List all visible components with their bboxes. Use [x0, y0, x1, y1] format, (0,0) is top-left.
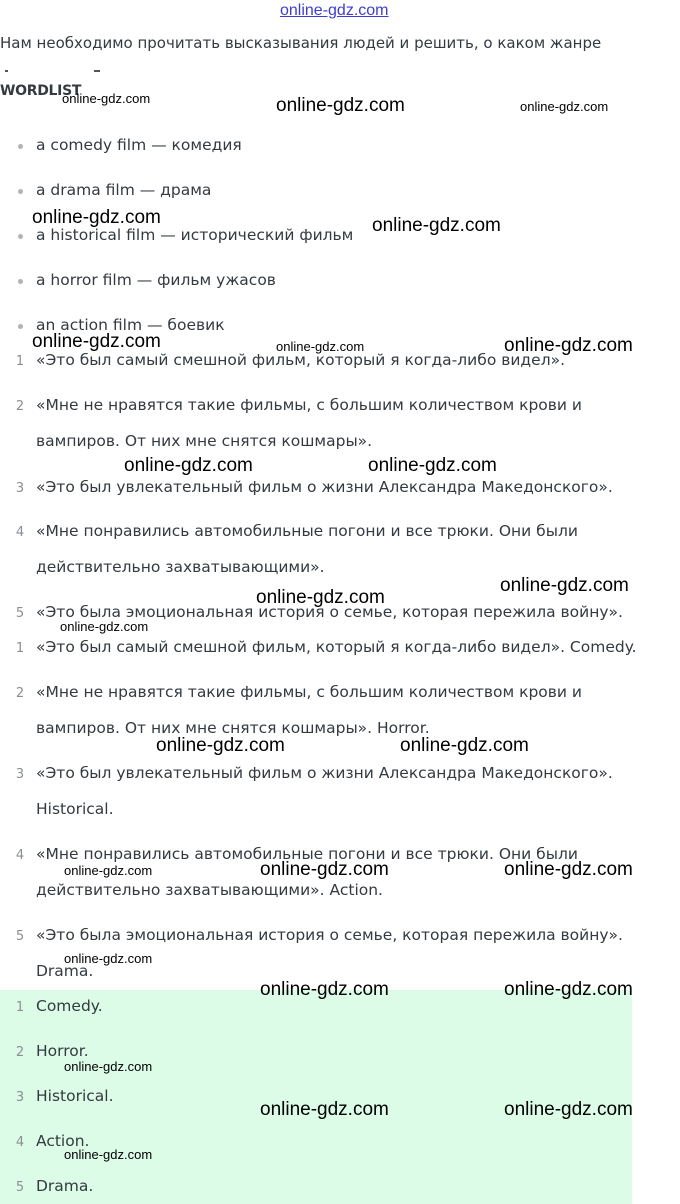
- quote-text: действительно захватывающими».: [36, 558, 325, 576]
- watermark: online-gdz.com: [62, 91, 151, 106]
- watermark: online-gdz.com: [260, 1099, 389, 1120]
- watermark: online-gdz.com: [256, 587, 385, 608]
- list-number: 1: [15, 641, 25, 656]
- list-number: 5: [15, 606, 25, 621]
- bullet-icon: [18, 324, 23, 329]
- watermark: online-gdz.com: [504, 859, 633, 880]
- list-number: 2: [15, 686, 25, 701]
- watermark: online-gdz.com: [64, 863, 153, 878]
- watermark: online-gdz.com: [260, 979, 389, 1000]
- watermark: online-gdz.com: [64, 951, 153, 966]
- bullet-icon: [18, 144, 23, 149]
- list-number: 2: [15, 1045, 25, 1060]
- watermark: online-gdz.com: [276, 95, 405, 116]
- watermark: online-gdz.com: [64, 1147, 153, 1162]
- watermark: online-gdz.com: [500, 575, 629, 596]
- answer-text: «Это была эмоциональная история о семье, которая пережила войну».: [36, 926, 623, 944]
- list-number: 3: [15, 481, 25, 496]
- quote-text: «Мне не нравятся такие фильмы, с большим количеством крови и: [36, 396, 582, 414]
- list-number: 2: [15, 399, 25, 414]
- list-number: 3: [15, 1090, 25, 1105]
- answer-genre: Horror.: [36, 1042, 89, 1060]
- watermark: online-gdz.com: [372, 215, 501, 236]
- answer-text: Historical.: [36, 800, 114, 818]
- answer-text: действительно захватывающими». Action.: [36, 881, 383, 899]
- list-number: 5: [15, 929, 25, 944]
- answer-genre: Drama.: [36, 1177, 94, 1195]
- answer-genre: Historical.: [36, 1087, 114, 1105]
- watermark: online-gdz.com: [32, 331, 161, 352]
- answer-text: «Это был увлекательный фильм о жизни Александра Македонского».: [36, 764, 613, 782]
- wordlist-item: a drama film — драма: [36, 181, 212, 199]
- list-number: 4: [15, 848, 25, 863]
- quote-text: «Мне понравились автомобильные погони и все трюки. Они были: [36, 522, 578, 540]
- list-number: 3: [15, 767, 25, 782]
- quote-text: вампиров. От них мне снятся кошмары».: [36, 432, 373, 450]
- wordlist-item: a horror film — фильм ужасов: [36, 271, 276, 289]
- answer-text: вампиров. От них мне снятся кошмары». Horror.: [36, 719, 430, 737]
- wordlist-item: a comedy film — комедия: [36, 136, 242, 154]
- bullet-icon: [18, 279, 23, 284]
- bullet-icon: [18, 189, 23, 194]
- watermark: online-gdz.com: [156, 735, 285, 756]
- watermark: online-gdz.com: [124, 455, 253, 476]
- quote-text: «Это был увлекательный фильм о жизни Александра Македонского».: [36, 478, 613, 496]
- site-link[interactable]: online-gdz.com: [280, 2, 389, 19]
- watermark: online-gdz.com: [520, 99, 609, 114]
- watermark: online-gdz.com: [368, 455, 497, 476]
- answer-text: «Мне не нравятся такие фильмы, с большим количеством крови и: [36, 683, 582, 701]
- cut-text-fragment: [5, 70, 8, 72]
- intro-text: Нам необходимо прочитать высказывания людей и решить, о каком жанре: [0, 34, 602, 52]
- watermark: online-gdz.com: [64, 1059, 153, 1074]
- list-number: 1: [15, 354, 25, 369]
- watermark: online-gdz.com: [400, 735, 529, 756]
- answer-text: «Это был самый смешной фильм, который я когда-либо видел». Comedy.: [36, 638, 637, 656]
- wordlist-item: a historical film — исторический фильм: [36, 226, 354, 244]
- list-number: 4: [15, 1135, 25, 1150]
- quote-text: «Это был самый смешной фильм, который я когда-либо видел».: [36, 351, 566, 369]
- answer-genre: Comedy.: [36, 997, 103, 1015]
- cut-text-fragment: [94, 70, 100, 72]
- watermark: online-gdz.com: [60, 619, 149, 634]
- watermark: online-gdz.com: [32, 207, 161, 228]
- watermark: online-gdz.com: [504, 979, 633, 1000]
- bullet-icon: [18, 234, 23, 239]
- list-number: 1: [15, 1000, 25, 1015]
- quote-text: «Это была эмоциональная история о семье, которая пережила войну».: [36, 603, 623, 621]
- watermark: online-gdz.com: [260, 859, 389, 880]
- watermark: online-gdz.com: [504, 1099, 633, 1120]
- list-number: 5: [15, 1180, 25, 1195]
- watermark: online-gdz.com: [276, 339, 365, 354]
- watermark: online-gdz.com: [504, 335, 633, 356]
- list-number: 4: [15, 525, 25, 540]
- answer-genre: Action.: [36, 1132, 90, 1150]
- answer-text: Drama.: [36, 962, 94, 980]
- wordlist-heading: WORDLIST: [0, 83, 82, 99]
- wordlist-item: an action film — боевик: [36, 316, 225, 334]
- answer-text: «Мне понравились автомобильные погони и все трюки. Они были: [36, 845, 578, 863]
